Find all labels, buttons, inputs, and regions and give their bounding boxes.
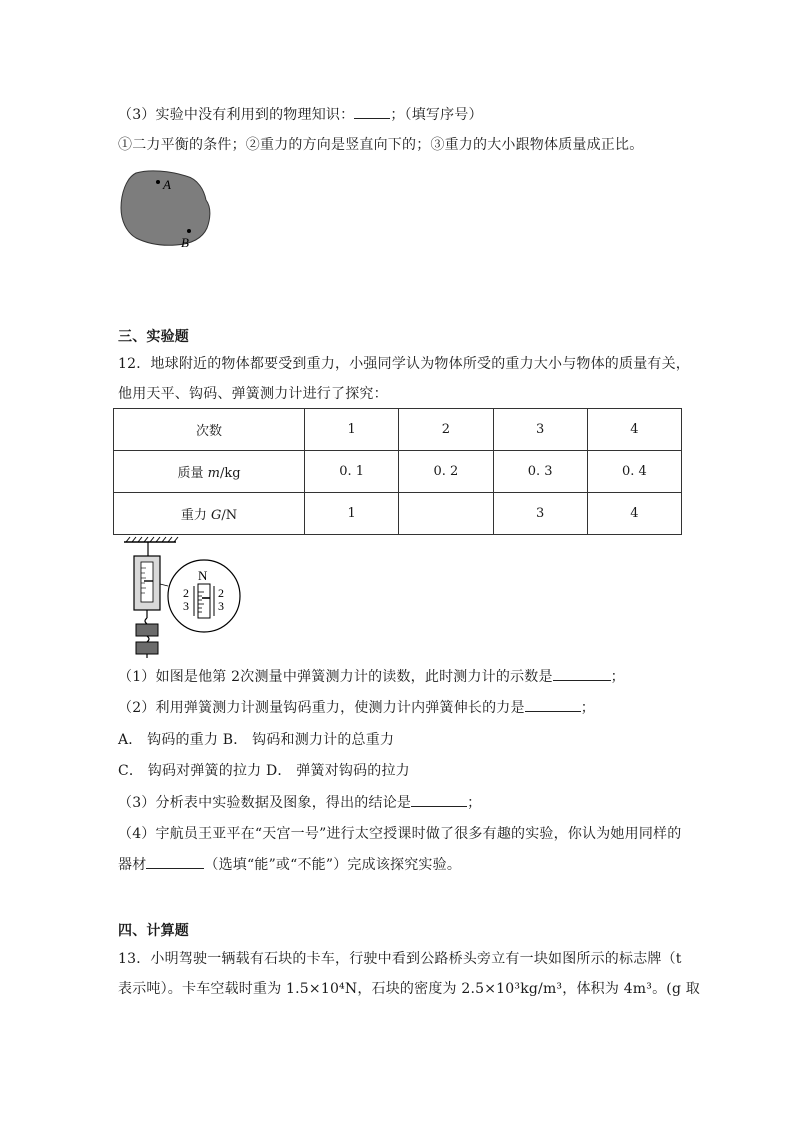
q12-part3-text: （3）分析表中实验数据及图象，得出的结论是 [118, 795, 412, 811]
table-header-cell [114, 451, 305, 493]
q12-line2: 他用天平、钩码、弹簧测力计进行了探究： [118, 386, 388, 402]
weight-top [136, 624, 158, 636]
table-cell: 0. 2 [399, 451, 493, 493]
table-row [114, 409, 682, 451]
weight-unit: /N [221, 508, 238, 523]
table-cell: 1 [305, 409, 399, 451]
table-cell: 0. 4 [587, 451, 681, 493]
mass-label: 质量 [177, 466, 208, 481]
q12-part3 [118, 792, 481, 812]
q12-part1-answer-blank[interactable] [553, 666, 611, 681]
q12-part3-answer-blank[interactable] [411, 792, 467, 807]
q12-part4-line2 [118, 854, 461, 874]
mass-unit: /kg [219, 466, 241, 481]
data-table [113, 408, 682, 535]
q12-part1-text: （1）如图是他第 2次测量中弹簧测力计的读数，此时测力计的示数是 [118, 669, 553, 685]
q12-part4-line1: （4）宇航员王亚平在“天宫一号”进行太空授课时做了很多有趣的实验，你认为她用同样的 [118, 826, 682, 842]
magnified-unit-label: N [198, 568, 208, 583]
q12-part4-prefix: 器材 [118, 857, 147, 873]
spring-scale-figure [120, 536, 250, 660]
table-cell-empty[interactable] [399, 493, 493, 535]
right-tick-label-3: 3 [218, 599, 224, 613]
q13-line2: 表示吨）。卡车空载时重为 1.5×10⁴N，石块的密度为 2.5×10³kg/m³，体积为 4m³。(g 取 [118, 981, 700, 997]
point-b-dot [187, 229, 191, 233]
table-cell: 4 [587, 409, 681, 451]
point-a-label: A [163, 177, 171, 192]
q12-part2-answer-blank[interactable] [525, 697, 581, 712]
weight-label: 重力 [180, 508, 211, 523]
table-cell: 3 [493, 409, 587, 451]
table-cell: 0. 1 [305, 451, 399, 493]
table-cell: 3 [493, 493, 587, 535]
weight-symbol: G [210, 508, 222, 523]
left-tick-label-2: 2 [183, 586, 189, 600]
q12-part4-suffix: （选填“能”或“不能”）完成该探究实验。 [204, 857, 462, 873]
q12-part4-answer-blank[interactable] [146, 854, 204, 869]
q12-part2-text: （2）利用弹簧测力计测量钩码重力，使测力计内弹簧伸长的力是 [118, 700, 525, 716]
table-cell: 0. 3 [493, 451, 587, 493]
q12-options-cd: C． 钩码对弹簧的拉力 D． 弹簧对钩码的拉力 [118, 763, 410, 779]
lower-hook-curve [145, 618, 147, 624]
q11-part3 [118, 104, 483, 124]
q13-line1: 13．小明驾驶一辆载有石块的卡车，行驶中看到公路桥头旁立有一块如图所示的标志牌（t [118, 951, 682, 967]
q11-part3-answer-blank[interactable] [354, 104, 390, 119]
table-row [114, 451, 682, 493]
section3-title: 三、实验题 [118, 329, 189, 345]
irregular-plate-figure [118, 168, 218, 248]
mass-symbol: m [207, 466, 220, 481]
table-header-cell [114, 493, 305, 535]
magnifier-connector [160, 584, 168, 586]
right-tick-label-2: 2 [218, 586, 224, 600]
weight-bottom [136, 642, 158, 654]
table-row [114, 493, 682, 535]
table-cell: 4 [587, 493, 681, 535]
weight-hook [147, 636, 149, 642]
point-a-dot [156, 180, 160, 184]
q12-part1 [118, 666, 625, 686]
table-header-cell: 次数 [114, 409, 305, 451]
table-cell: 1 [305, 493, 399, 535]
q12-options-ab: A． 钩码的重力 B． 钩码和测力计的总重力 [118, 732, 395, 748]
q12-part2-end: ； [580, 700, 595, 716]
table-cell: 2 [399, 409, 493, 451]
point-b-label: B [181, 235, 189, 248]
section4-title: 四、计算题 [118, 923, 189, 939]
q11-part3-text: （3）实验中没有利用到的物理知识： [118, 107, 355, 123]
q11-options: ①二力平衡的条件；②重力的方向是竖直向下的；③重力的大小跟物体质量成正比。 [118, 137, 644, 153]
magnified-scale-strip [198, 584, 210, 618]
q12-line1: 12．地球附近的物体都要受到重力，小强同学认为物体所受的重力大小与物体的质量有关， [118, 356, 691, 372]
q12-part3-end: ； [467, 795, 482, 811]
q11-part3-suffix: ；（填写序号） [390, 107, 483, 123]
q12-part2 [118, 697, 595, 717]
left-tick-label-3: 3 [183, 599, 189, 613]
q12-part1-end: ； [610, 669, 625, 685]
